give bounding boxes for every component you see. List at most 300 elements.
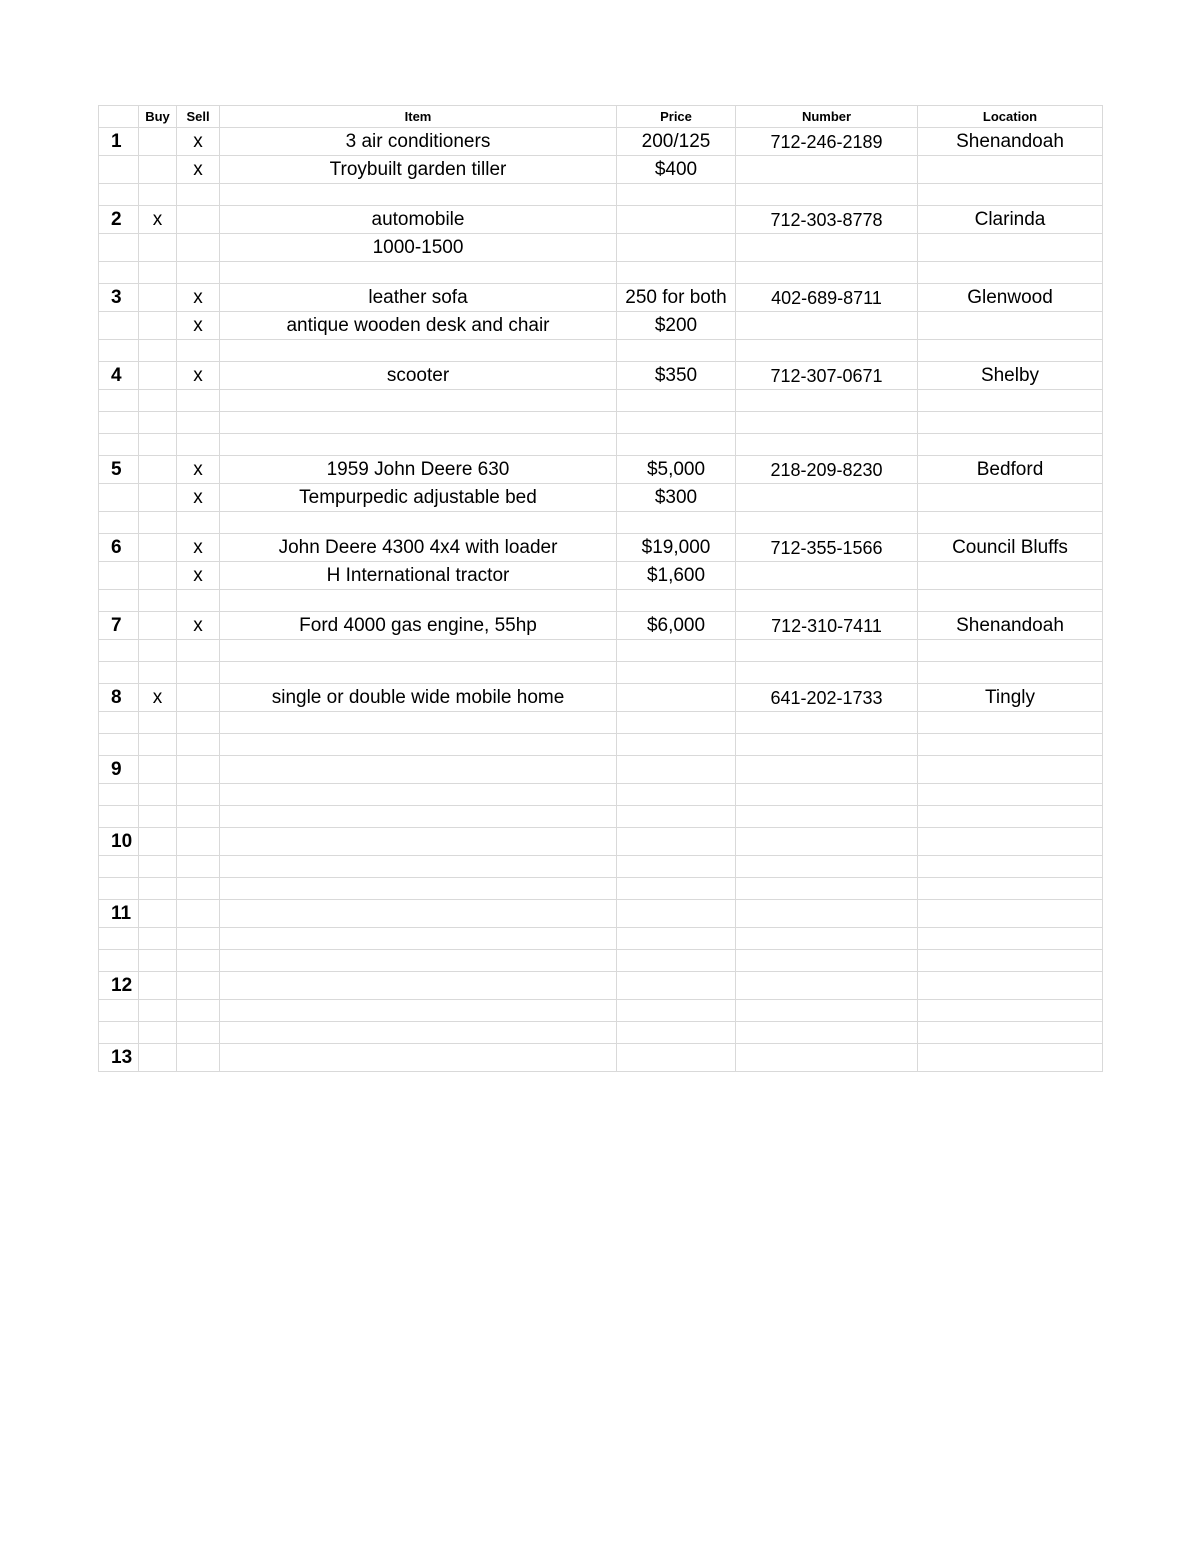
- item-cell: [220, 856, 617, 878]
- table-row: [99, 512, 1103, 534]
- number-cell: [736, 928, 918, 950]
- buy-cell: [139, 900, 177, 928]
- location-cell: Tingly: [918, 684, 1103, 712]
- table-row: [99, 206, 1103, 234]
- location-cell: Glenwood: [918, 284, 1103, 312]
- number-cell: [736, 340, 918, 362]
- buy-cell: [139, 534, 177, 562]
- price-cell: $350: [617, 362, 736, 390]
- row-number: [99, 856, 139, 878]
- number-header: Number: [736, 106, 918, 128]
- sell-cell: x: [177, 156, 220, 184]
- sell-cell: [177, 878, 220, 900]
- price-header: Price: [617, 106, 736, 128]
- item-header: Item: [220, 106, 617, 128]
- table-row: [99, 1022, 1103, 1044]
- buy-cell: [139, 856, 177, 878]
- price-cell: [617, 928, 736, 950]
- price-cell: [617, 684, 736, 712]
- row-number: [99, 184, 139, 206]
- buy-cell: [139, 784, 177, 806]
- item-cell: antique wooden desk and chair: [220, 312, 617, 340]
- number-cell: [736, 662, 918, 684]
- table-row: [99, 340, 1103, 362]
- table-row: [99, 456, 1103, 484]
- row-number: [99, 512, 139, 534]
- location-cell: Clarinda: [918, 206, 1103, 234]
- item-cell: [220, 590, 617, 612]
- number-cell: [736, 512, 918, 534]
- buy-cell: [139, 1022, 177, 1044]
- table-row: [99, 234, 1103, 262]
- item-cell: [220, 900, 617, 928]
- sell-cell: [177, 806, 220, 828]
- number-cell: 218-209-8230: [736, 456, 918, 484]
- row-number: 6: [99, 534, 139, 562]
- number-cell: [736, 828, 918, 856]
- location-cell: [918, 512, 1103, 534]
- location-cell: [918, 184, 1103, 206]
- number-cell: 641-202-1733: [736, 684, 918, 712]
- row-number: [99, 262, 139, 284]
- price-cell: $1,600: [617, 562, 736, 590]
- row-number: [99, 712, 139, 734]
- location-cell: [918, 234, 1103, 262]
- item-cell: [220, 712, 617, 734]
- price-cell: [617, 950, 736, 972]
- sell-cell: x: [177, 362, 220, 390]
- row-number: 7: [99, 612, 139, 640]
- row-number: [99, 412, 139, 434]
- sell-cell: x: [177, 612, 220, 640]
- location-cell: [918, 712, 1103, 734]
- location-cell: [918, 312, 1103, 340]
- sell-cell: [177, 206, 220, 234]
- table-row: [99, 928, 1103, 950]
- table-row: [99, 534, 1103, 562]
- table-row: [99, 590, 1103, 612]
- sell-cell: [177, 662, 220, 684]
- buy-cell: [139, 662, 177, 684]
- item-cell: single or double wide mobile home: [220, 684, 617, 712]
- buy-cell: [139, 1044, 177, 1072]
- table-row: [99, 434, 1103, 456]
- sell-cell: [177, 828, 220, 856]
- number-cell: [736, 434, 918, 456]
- price-cell: [617, 412, 736, 434]
- number-cell: [736, 640, 918, 662]
- table-row: [99, 1044, 1103, 1072]
- row-number: 9: [99, 756, 139, 784]
- number-cell: [736, 1044, 918, 1072]
- buy-cell: [139, 950, 177, 972]
- location-cell: [918, 484, 1103, 512]
- item-cell: leather sofa: [220, 284, 617, 312]
- table-row: [99, 312, 1103, 340]
- sell-cell: [177, 1000, 220, 1022]
- row-number: 3: [99, 284, 139, 312]
- row-number: [99, 950, 139, 972]
- item-cell: [220, 412, 617, 434]
- location-cell: Shelby: [918, 362, 1103, 390]
- sell-cell: [177, 434, 220, 456]
- item-cell: [220, 734, 617, 756]
- table-row: [99, 878, 1103, 900]
- location-cell: [918, 1000, 1103, 1022]
- sell-cell: [177, 1044, 220, 1072]
- row-number: 2: [99, 206, 139, 234]
- item-cell: John Deere 4300 4x4 with loader: [220, 534, 617, 562]
- corner-header: [99, 106, 139, 128]
- location-cell: [918, 878, 1103, 900]
- number-cell: [736, 1022, 918, 1044]
- price-cell: $400: [617, 156, 736, 184]
- table-row: [99, 484, 1103, 512]
- buy-cell: [139, 128, 177, 156]
- location-cell: [918, 928, 1103, 950]
- price-cell: 250 for both: [617, 284, 736, 312]
- number-cell: [736, 734, 918, 756]
- table-row: [99, 262, 1103, 284]
- price-cell: [617, 434, 736, 456]
- listings-table: [98, 105, 1103, 1072]
- table-row: [99, 950, 1103, 972]
- price-cell: [617, 662, 736, 684]
- table-row: [99, 1000, 1103, 1022]
- sell-cell: [177, 856, 220, 878]
- item-cell: [220, 784, 617, 806]
- table-row: [99, 784, 1103, 806]
- buy-cell: [139, 1000, 177, 1022]
- item-cell: scooter: [220, 362, 617, 390]
- price-cell: [617, 184, 736, 206]
- location-cell: Bedford: [918, 456, 1103, 484]
- table-row: [99, 900, 1103, 928]
- price-cell: [617, 1000, 736, 1022]
- location-cell: [918, 390, 1103, 412]
- row-number: 11: [99, 900, 139, 928]
- table-row: [99, 284, 1103, 312]
- price-cell: [617, 712, 736, 734]
- number-cell: 712-355-1566: [736, 534, 918, 562]
- number-cell: [736, 972, 918, 1000]
- sell-cell: x: [177, 312, 220, 340]
- row-number: 10: [99, 828, 139, 856]
- buy-cell: [139, 312, 177, 340]
- table-row: [99, 640, 1103, 662]
- location-cell: [918, 900, 1103, 928]
- row-number: [99, 878, 139, 900]
- sell-cell: x: [177, 284, 220, 312]
- number-cell: [736, 756, 918, 784]
- buy-cell: [139, 756, 177, 784]
- row-number: [99, 1022, 139, 1044]
- buy-cell: [139, 712, 177, 734]
- buy-cell: [139, 484, 177, 512]
- item-cell: [220, 878, 617, 900]
- price-cell: $6,000: [617, 612, 736, 640]
- number-cell: [736, 412, 918, 434]
- location-cell: [918, 662, 1103, 684]
- price-cell: $200: [617, 312, 736, 340]
- buy-cell: [139, 590, 177, 612]
- location-cell: [918, 828, 1103, 856]
- number-cell: 712-303-8778: [736, 206, 918, 234]
- row-number: [99, 806, 139, 828]
- number-cell: [736, 484, 918, 512]
- item-cell: 1959 John Deere 630: [220, 456, 617, 484]
- row-number: [99, 734, 139, 756]
- item-cell: [220, 390, 617, 412]
- buy-cell: [139, 828, 177, 856]
- location-cell: [918, 156, 1103, 184]
- table-row: [99, 412, 1103, 434]
- buy-cell: [139, 262, 177, 284]
- number-cell: [736, 1000, 918, 1022]
- number-cell: [736, 184, 918, 206]
- number-cell: [736, 156, 918, 184]
- price-cell: [617, 340, 736, 362]
- sell-cell: [177, 734, 220, 756]
- sell-cell: x: [177, 456, 220, 484]
- buy-header: Buy: [139, 106, 177, 128]
- sell-cell: [177, 972, 220, 1000]
- buy-cell: [139, 512, 177, 534]
- sell-cell: [177, 184, 220, 206]
- table-row: [99, 662, 1103, 684]
- buy-cell: [139, 928, 177, 950]
- number-cell: 712-246-2189: [736, 128, 918, 156]
- sell-cell: [177, 950, 220, 972]
- row-number: [99, 434, 139, 456]
- number-cell: 712-310-7411: [736, 612, 918, 640]
- price-cell: [617, 512, 736, 534]
- table-row: [99, 612, 1103, 640]
- location-cell: [918, 562, 1103, 590]
- number-cell: [736, 262, 918, 284]
- location-cell: [918, 784, 1103, 806]
- item-cell: [220, 184, 617, 206]
- row-number: [99, 390, 139, 412]
- number-cell: [736, 878, 918, 900]
- row-number: [99, 928, 139, 950]
- price-cell: $19,000: [617, 534, 736, 562]
- price-cell: [617, 262, 736, 284]
- table-row: [99, 828, 1103, 856]
- number-cell: [736, 950, 918, 972]
- number-cell: 712-307-0671: [736, 362, 918, 390]
- buy-cell: [139, 184, 177, 206]
- location-cell: [918, 806, 1103, 828]
- location-header: Location: [918, 106, 1103, 128]
- location-cell: [918, 262, 1103, 284]
- location-cell: Shenandoah: [918, 128, 1103, 156]
- row-number: [99, 156, 139, 184]
- item-cell: [220, 972, 617, 1000]
- sell-cell: [177, 928, 220, 950]
- sell-cell: [177, 756, 220, 784]
- item-cell: [220, 950, 617, 972]
- buy-cell: [139, 734, 177, 756]
- location-cell: Council Bluffs: [918, 534, 1103, 562]
- buy-cell: [139, 340, 177, 362]
- location-cell: [918, 590, 1103, 612]
- number-cell: [736, 312, 918, 340]
- buy-cell: x: [139, 206, 177, 234]
- buy-cell: [139, 434, 177, 456]
- table-row: [99, 972, 1103, 1000]
- item-cell: [220, 512, 617, 534]
- item-cell: [220, 262, 617, 284]
- buy-cell: [139, 612, 177, 640]
- item-cell: [220, 1044, 617, 1072]
- table-row: [99, 756, 1103, 784]
- row-number: [99, 590, 139, 612]
- price-cell: [617, 734, 736, 756]
- price-cell: [617, 878, 736, 900]
- price-cell: [617, 856, 736, 878]
- location-cell: [918, 856, 1103, 878]
- sell-cell: [177, 784, 220, 806]
- header-row: [99, 106, 1103, 128]
- row-number: [99, 312, 139, 340]
- buy-cell: [139, 806, 177, 828]
- row-number: 4: [99, 362, 139, 390]
- buy-cell: [139, 156, 177, 184]
- price-cell: [617, 784, 736, 806]
- price-cell: [617, 640, 736, 662]
- item-cell: 3 air conditioners: [220, 128, 617, 156]
- item-cell: H International tractor: [220, 562, 617, 590]
- price-cell: [617, 390, 736, 412]
- row-number: 1: [99, 128, 139, 156]
- price-cell: [617, 972, 736, 1000]
- row-number: [99, 662, 139, 684]
- item-cell: [220, 928, 617, 950]
- item-cell: 1000-1500: [220, 234, 617, 262]
- location-cell: [918, 1044, 1103, 1072]
- row-number: [99, 1000, 139, 1022]
- item-cell: Ford 4000 gas engine, 55hp: [220, 612, 617, 640]
- sell-cell: [177, 512, 220, 534]
- price-cell: 200/125: [617, 128, 736, 156]
- row-number: 8: [99, 684, 139, 712]
- row-number: [99, 784, 139, 806]
- item-cell: [220, 756, 617, 784]
- sell-header: Sell: [177, 106, 220, 128]
- table-row: [99, 156, 1103, 184]
- sell-cell: [177, 712, 220, 734]
- table-row: [99, 806, 1103, 828]
- location-cell: [918, 1022, 1103, 1044]
- price-cell: [617, 1044, 736, 1072]
- table-row: [99, 362, 1103, 390]
- number-cell: [736, 390, 918, 412]
- row-number: 12: [99, 972, 139, 1000]
- item-cell: [220, 640, 617, 662]
- buy-cell: [139, 284, 177, 312]
- number-cell: [736, 806, 918, 828]
- number-cell: [736, 590, 918, 612]
- sell-cell: x: [177, 484, 220, 512]
- sell-cell: [177, 900, 220, 928]
- sell-cell: [177, 412, 220, 434]
- sell-cell: [177, 390, 220, 412]
- price-cell: $5,000: [617, 456, 736, 484]
- location-cell: [918, 972, 1103, 1000]
- number-cell: 402-689-8711: [736, 284, 918, 312]
- number-cell: [736, 900, 918, 928]
- buy-cell: [139, 972, 177, 1000]
- item-cell: [220, 662, 617, 684]
- row-number: [99, 234, 139, 262]
- number-cell: [736, 562, 918, 590]
- table-row: [99, 734, 1103, 756]
- location-cell: [918, 950, 1103, 972]
- price-cell: [617, 828, 736, 856]
- item-cell: [220, 828, 617, 856]
- row-number: [99, 562, 139, 590]
- number-cell: [736, 712, 918, 734]
- number-cell: [736, 234, 918, 262]
- sell-cell: [177, 262, 220, 284]
- buy-cell: [139, 234, 177, 262]
- item-cell: [220, 1022, 617, 1044]
- sell-cell: [177, 590, 220, 612]
- buy-cell: [139, 562, 177, 590]
- buy-cell: [139, 878, 177, 900]
- location-cell: Shenandoah: [918, 612, 1103, 640]
- table-row: [99, 390, 1103, 412]
- buy-cell: x: [139, 684, 177, 712]
- number-cell: [736, 856, 918, 878]
- buy-cell: [139, 456, 177, 484]
- item-cell: [220, 434, 617, 456]
- row-number: [99, 640, 139, 662]
- buy-cell: [139, 640, 177, 662]
- table-row: [99, 184, 1103, 206]
- buy-cell: [139, 390, 177, 412]
- buy-cell: [139, 362, 177, 390]
- row-number: 5: [99, 456, 139, 484]
- item-cell: Tempurpedic adjustable bed: [220, 484, 617, 512]
- sell-cell: x: [177, 562, 220, 590]
- location-cell: [918, 756, 1103, 784]
- price-cell: [617, 806, 736, 828]
- location-cell: [918, 434, 1103, 456]
- location-cell: [918, 412, 1103, 434]
- price-cell: [617, 234, 736, 262]
- row-number: [99, 484, 139, 512]
- table-row: [99, 856, 1103, 878]
- location-cell: [918, 734, 1103, 756]
- item-cell: [220, 340, 617, 362]
- sell-cell: [177, 340, 220, 362]
- number-cell: [736, 784, 918, 806]
- price-cell: [617, 900, 736, 928]
- table-row: [99, 128, 1103, 156]
- item-cell: Troybuilt garden tiller: [220, 156, 617, 184]
- sell-cell: [177, 234, 220, 262]
- price-cell: [617, 206, 736, 234]
- table-row: [99, 684, 1103, 712]
- price-cell: [617, 1022, 736, 1044]
- sell-cell: [177, 1022, 220, 1044]
- sell-cell: [177, 684, 220, 712]
- row-number: 13: [99, 1044, 139, 1072]
- location-cell: [918, 340, 1103, 362]
- buy-cell: [139, 412, 177, 434]
